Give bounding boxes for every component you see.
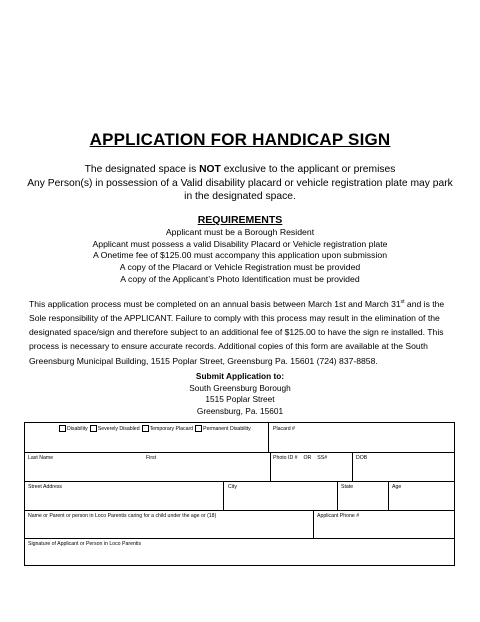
parent-name-field[interactable]: Name or Parent or person in Loco Parentis caring for a child under the age or (18)	[28, 513, 217, 519]
submit-line: South Greensburg Borough	[189, 382, 291, 393]
requirement-item: Applicant must possess a valid Disability Placard or Vehicle registration plate	[92, 238, 388, 249]
form-divider	[313, 510, 314, 538]
form-divider	[25, 481, 454, 482]
form-divider	[25, 452, 454, 453]
requirements-list	[0, 227, 480, 286]
first-name-field[interactable]: First	[146, 455, 157, 461]
form-divider	[25, 510, 454, 511]
checkbox-box[interactable]	[59, 425, 66, 432]
applicant-phone-field[interactable]: Applicant Phone #	[317, 513, 360, 519]
form-divider	[270, 452, 271, 481]
placard-number-field[interactable]: Placard #	[273, 426, 295, 432]
submit-line: 1515 Poplar Street	[205, 394, 275, 404]
submit-heading: Submit Application to:	[195, 371, 285, 381]
requirement-item: A copy of the Applicant’s Photo Identification must be provided	[120, 273, 360, 284]
requirement-item: A Onetime fee of $125.00 must accompany this application upon submission	[92, 250, 388, 261]
intro-line-3: in the designated space.	[184, 191, 296, 202]
document-title: APPLICATION FOR HANDICAP SIGN	[89, 130, 391, 149]
checkbox-severely-disabled[interactable]: Severely Disabled	[90, 425, 140, 432]
instructions-paragraph: This application process must be completed on an annual basis between March 1st and March 31st and is the Sole responsibility of the APPLICANT. Failure to comply with this process may result in the elimination of the designated space/sign and therefore subject to an additional fee of $125.00 to have the sign re installed. This process is necessary to ensure accurate records. Additional copies of this form are available at the South Greensburg Municipal Building, 1515 Poplar Street, Greensburg Pa. 15601 (724) 837-8858.	[29, 298, 445, 366]
form-divider	[223, 481, 224, 510]
checkbox-temporary-placard[interactable]: Temporary Placard	[142, 425, 194, 432]
form-divider	[388, 481, 389, 510]
intro-line-2: Any Person(s) in possession of a Valid disability placard or vehicle registration plate may park	[27, 177, 453, 189]
intro-text	[0, 163, 480, 204]
submit-line: Greensburg, Pa. 15601	[196, 405, 284, 416]
checkbox-box[interactable]	[195, 425, 202, 432]
city-field[interactable]: City	[228, 484, 237, 490]
requirement-item: Applicant must be a Borough Resident	[165, 227, 315, 237]
application-form	[24, 422, 455, 566]
state-field[interactable]: State	[341, 484, 354, 490]
street-address-field[interactable]: Street Address	[28, 484, 63, 490]
dob-field[interactable]: DOB	[356, 455, 368, 461]
form-divider	[25, 538, 454, 539]
checkbox-disability[interactable]: Disability	[59, 425, 88, 432]
form-divider	[352, 452, 353, 481]
signature-field[interactable]: Signature of Applicant or Person in Loco Parentis	[28, 541, 142, 547]
photo-id-field[interactable]: Photo ID # OR SS#	[273, 455, 328, 461]
not-emphasis: NOT	[199, 164, 221, 175]
checkbox-box[interactable]	[142, 425, 149, 432]
requirement-item: A copy of the Placard or Vehicle Registration must be provided	[119, 262, 361, 273]
age-field[interactable]: Age	[392, 484, 402, 490]
last-name-field[interactable]: Last Name	[28, 455, 54, 461]
requirements-heading: REQUIREMENTS	[197, 214, 283, 226]
form-divider	[337, 481, 338, 510]
disability-type-checkboxes	[59, 425, 253, 432]
submit-address	[0, 371, 480, 417]
form-divider	[268, 423, 269, 452]
checkbox-permanent-disability[interactable]: Permanent Disability	[195, 425, 251, 432]
checkbox-box[interactable]	[90, 425, 97, 432]
intro-line-1: The designated space is NOT exclusive to the applicant or premises	[84, 164, 396, 175]
